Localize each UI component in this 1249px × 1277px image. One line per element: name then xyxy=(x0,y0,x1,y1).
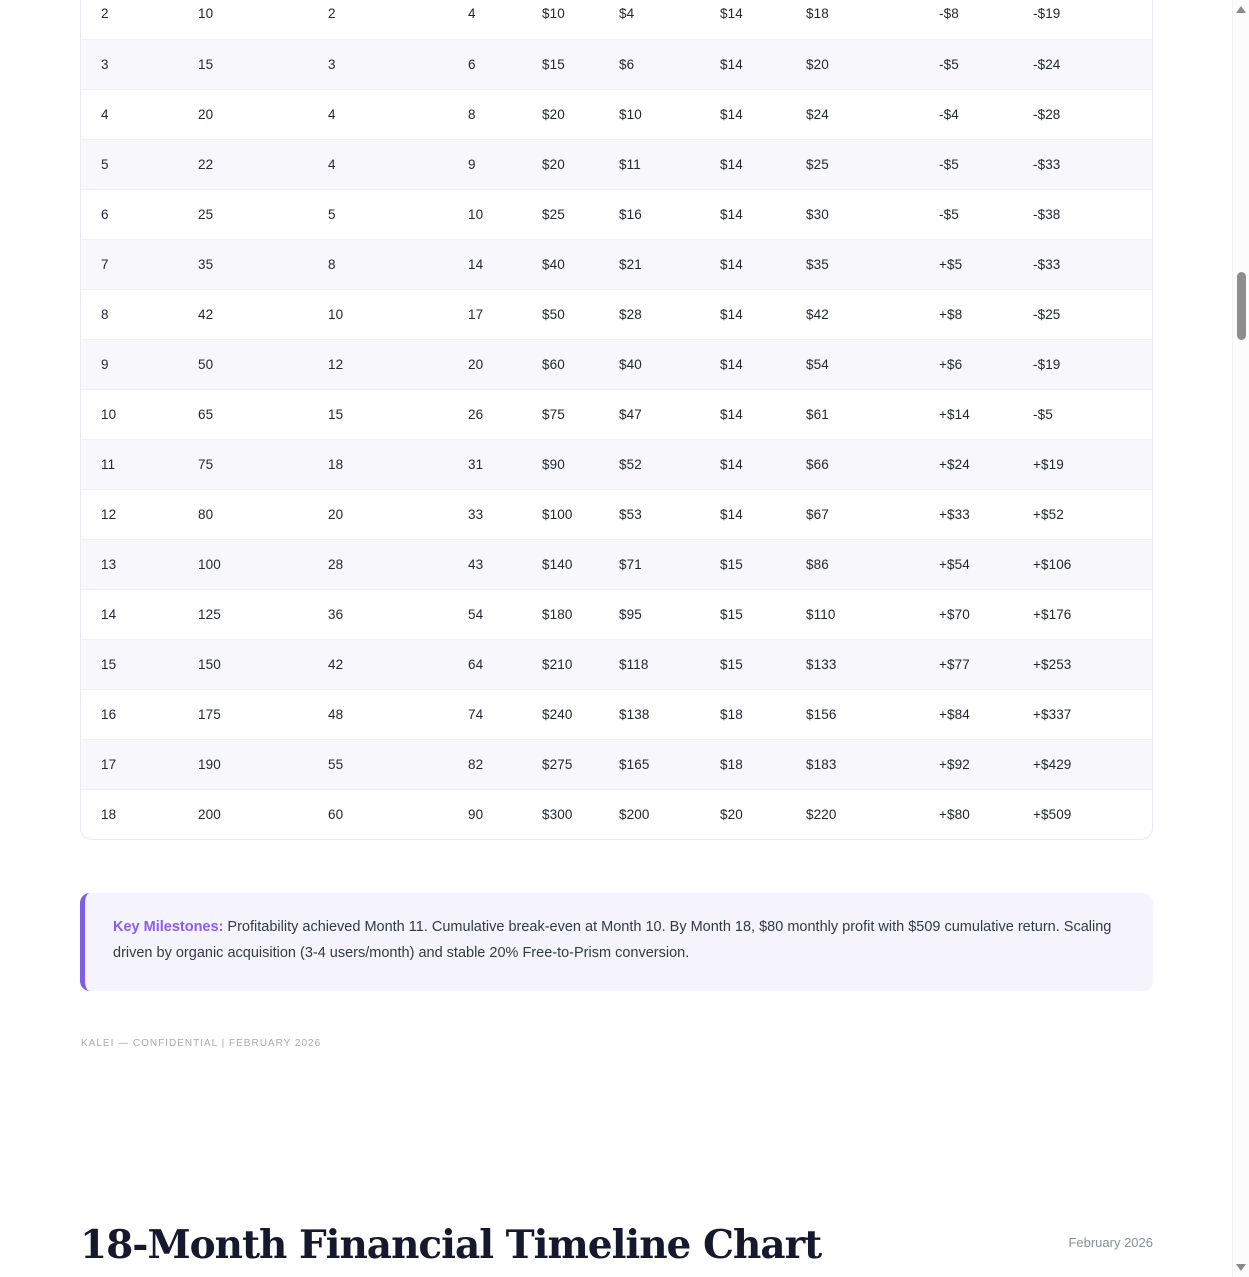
table-cell: $40 xyxy=(522,239,599,289)
table-row xyxy=(81,689,1153,739)
table-cell: 8 xyxy=(308,239,448,289)
table-cell: 60 xyxy=(308,789,448,839)
table-row xyxy=(81,139,1153,189)
next-page-header xyxy=(80,1222,1153,1268)
table-cell: $18 xyxy=(806,6,829,22)
table-cell: +$429 xyxy=(1013,739,1153,789)
table-cell: $15 xyxy=(522,39,599,89)
table-cell: 31 xyxy=(448,439,522,489)
table-row xyxy=(81,639,1153,689)
table-cell: $165 xyxy=(599,739,700,789)
table-cell: 7 xyxy=(81,239,178,289)
table-cell: $18 xyxy=(700,689,786,739)
table-cell: $300 xyxy=(522,789,599,839)
table-cell: $14 xyxy=(700,439,786,489)
table-cell: 11 xyxy=(81,439,178,489)
table-cell: $10 xyxy=(599,89,700,139)
table-row xyxy=(81,489,1153,539)
table-cell: 75 xyxy=(178,439,308,489)
table-cell: $118 xyxy=(599,639,700,689)
table-cell: $240 xyxy=(522,689,599,739)
table-cell: +$6 xyxy=(919,339,1013,389)
table-cell: $180 xyxy=(522,589,599,639)
table-cell: 82 xyxy=(448,739,522,789)
table-cell: $156 xyxy=(786,689,919,739)
table-cell: 48 xyxy=(308,689,448,739)
table-cell: 10 xyxy=(448,189,522,239)
table-cell: -$5 xyxy=(919,189,1013,239)
table-cell: -$19 xyxy=(1013,339,1153,389)
table-cell: +$509 xyxy=(1013,789,1153,839)
table-cell: 20 xyxy=(178,89,308,139)
table-cell: 3 xyxy=(308,39,448,89)
table-cell: 18 xyxy=(308,439,448,489)
table-cell: 43 xyxy=(448,539,522,589)
table-cell: 50 xyxy=(178,339,308,389)
table-cell: +$70 xyxy=(919,589,1013,639)
table-row xyxy=(81,439,1153,489)
table-cell: 2 xyxy=(101,6,109,22)
table-cell: +$19 xyxy=(1013,439,1153,489)
table-cell: 20 xyxy=(448,339,522,389)
table-cell: $24 xyxy=(786,89,919,139)
scroll-down-icon[interactable] xyxy=(1236,1264,1246,1271)
table-cell: $66 xyxy=(786,439,919,489)
table-cell: 10 xyxy=(81,389,178,439)
table-cell: $54 xyxy=(786,339,919,389)
table-cell: 42 xyxy=(178,289,308,339)
table-cell: -$5 xyxy=(919,39,1013,89)
table-cell: -$38 xyxy=(1013,189,1153,239)
financial-table xyxy=(81,0,1153,839)
table-cell: $25 xyxy=(522,189,599,239)
table-cell: 200 xyxy=(178,789,308,839)
table-cell: +$77 xyxy=(919,639,1013,689)
table-cell: +$52 xyxy=(1013,489,1153,539)
table-cell: 10 xyxy=(198,6,214,22)
table-row xyxy=(81,739,1153,789)
table-cell: -$5 xyxy=(919,139,1013,189)
table-row xyxy=(81,539,1153,589)
table-cell: 6 xyxy=(81,189,178,239)
table-cell: $42 xyxy=(786,289,919,339)
table-cell: +$54 xyxy=(919,539,1013,589)
table-cell: $52 xyxy=(599,439,700,489)
table-cell: 125 xyxy=(178,589,308,639)
table-cell: -$8 xyxy=(939,6,959,22)
table-cell: $20 xyxy=(522,89,599,139)
table-cell: 12 xyxy=(81,489,178,539)
table-cell: +$33 xyxy=(919,489,1013,539)
table-cell: $20 xyxy=(786,39,919,89)
table-cell: $140 xyxy=(522,539,599,589)
table-cell: $14 xyxy=(700,89,786,139)
table-cell: $60 xyxy=(522,339,599,389)
financial-table-card xyxy=(80,0,1153,840)
table-cell: 28 xyxy=(308,539,448,589)
table-cell: 8 xyxy=(81,289,178,339)
table-cell: $67 xyxy=(786,489,919,539)
table-cell: $210 xyxy=(522,639,599,689)
key-milestones-label: Key Milestones: xyxy=(113,919,224,935)
table-cell: $14 xyxy=(700,39,786,89)
scroll-up-icon[interactable] xyxy=(1236,6,1246,13)
table-cell: +$176 xyxy=(1013,589,1153,639)
table-row xyxy=(81,789,1153,839)
table-cell: 17 xyxy=(81,739,178,789)
table-cell: +$14 xyxy=(919,389,1013,439)
table-cell: 54 xyxy=(448,589,522,639)
table-cell: $28 xyxy=(599,289,700,339)
table-cell: $40 xyxy=(599,339,700,389)
table-cell: 26 xyxy=(448,389,522,439)
table-row xyxy=(81,0,1153,39)
table-cell: -$33 xyxy=(1013,139,1153,189)
table-cell: $15 xyxy=(700,639,786,689)
financial-table-body xyxy=(81,0,1153,839)
table-cell: -$19 xyxy=(1033,6,1061,22)
table-cell: 6 xyxy=(448,39,522,89)
table-cell: 33 xyxy=(448,489,522,539)
table-cell: 15 xyxy=(308,389,448,439)
table-cell: $133 xyxy=(786,639,919,689)
table-cell: +$8 xyxy=(919,289,1013,339)
table-cell: $138 xyxy=(599,689,700,739)
table-cell: +$84 xyxy=(919,689,1013,739)
table-cell: $20 xyxy=(700,789,786,839)
table-cell: +$92 xyxy=(919,739,1013,789)
table-cell: $110 xyxy=(786,589,919,639)
table-cell: $14 xyxy=(700,189,786,239)
table-cell: $200 xyxy=(599,789,700,839)
page-footer: KALEI — CONFIDENTIAL | FEBRUARY 2026 xyxy=(81,1038,322,1049)
key-milestones-callout xyxy=(80,893,1153,991)
table-cell: -$24 xyxy=(1013,39,1153,89)
table-cell: $100 xyxy=(522,489,599,539)
table-cell: 13 xyxy=(81,539,178,589)
table-cell: 5 xyxy=(81,139,178,189)
page-date: February 2026 xyxy=(1068,1235,1153,1250)
table-cell: $14 xyxy=(720,6,743,22)
table-cell: +$24 xyxy=(919,439,1013,489)
table-cell: -$4 xyxy=(919,89,1013,139)
table-row xyxy=(81,339,1153,389)
table-cell: $14 xyxy=(700,339,786,389)
table-cell: $35 xyxy=(786,239,919,289)
scrollbar-thumb[interactable] xyxy=(1237,272,1246,340)
table-cell: 90 xyxy=(448,789,522,839)
table-row xyxy=(81,39,1153,89)
table-cell: +$80 xyxy=(919,789,1013,839)
table-cell: 15 xyxy=(178,39,308,89)
table-cell: 8 xyxy=(448,89,522,139)
table-cell: 9 xyxy=(448,139,522,189)
table-cell: 12 xyxy=(308,339,448,389)
table-cell: 74 xyxy=(448,689,522,739)
table-row xyxy=(81,189,1153,239)
table-cell: 35 xyxy=(178,239,308,289)
table-cell: -$5 xyxy=(1013,389,1153,439)
table-cell: $10 xyxy=(542,6,565,22)
table-cell: $90 xyxy=(522,439,599,489)
table-cell: $21 xyxy=(599,239,700,289)
table-cell: -$25 xyxy=(1013,289,1153,339)
table-cell: +$337 xyxy=(1013,689,1153,739)
table-cell: $183 xyxy=(786,739,919,789)
table-cell: 25 xyxy=(178,189,308,239)
table-cell: $14 xyxy=(700,139,786,189)
table-cell: 80 xyxy=(178,489,308,539)
table-cell: $220 xyxy=(786,789,919,839)
page-title: 18-Month Financial Timeline Chart xyxy=(80,1222,822,1268)
scrollbar-track[interactable] xyxy=(1232,0,1249,1277)
table-cell: -$33 xyxy=(1013,239,1153,289)
table-cell: 36 xyxy=(308,589,448,639)
table-cell: 14 xyxy=(448,239,522,289)
table-cell: +$106 xyxy=(1013,539,1153,589)
table-cell: 2 xyxy=(328,6,336,22)
table-cell: $61 xyxy=(786,389,919,439)
table-cell: $14 xyxy=(700,389,786,439)
table-cell: 15 xyxy=(81,639,178,689)
table-cell: 16 xyxy=(81,689,178,739)
table-cell: 4 xyxy=(81,89,178,139)
table-cell: -$28 xyxy=(1013,89,1153,139)
table-cell: 65 xyxy=(178,389,308,439)
table-cell: +$253 xyxy=(1013,639,1153,689)
table-cell: $275 xyxy=(522,739,599,789)
table-cell: 4 xyxy=(308,139,448,189)
table-cell: $95 xyxy=(599,589,700,639)
table-cell: 5 xyxy=(308,189,448,239)
table-cell: 20 xyxy=(308,489,448,539)
table-cell: 55 xyxy=(308,739,448,789)
table-cell: $75 xyxy=(522,389,599,439)
table-cell: 4 xyxy=(468,6,476,22)
table-row xyxy=(81,289,1153,339)
table-cell: $25 xyxy=(786,139,919,189)
table-cell: 18 xyxy=(81,789,178,839)
table-cell: $6 xyxy=(599,39,700,89)
table-cell: 42 xyxy=(308,639,448,689)
table-cell: $11 xyxy=(599,139,700,189)
table-cell: $16 xyxy=(599,189,700,239)
table-row xyxy=(81,89,1153,139)
table-cell: 10 xyxy=(308,289,448,339)
table-cell: 150 xyxy=(178,639,308,689)
table-cell: $30 xyxy=(786,189,919,239)
table-cell: $15 xyxy=(700,589,786,639)
table-cell: 100 xyxy=(178,539,308,589)
table-cell: 4 xyxy=(308,89,448,139)
table-cell: 190 xyxy=(178,739,308,789)
table-cell: 14 xyxy=(81,589,178,639)
table-cell: $86 xyxy=(786,539,919,589)
table-row xyxy=(81,589,1153,639)
table-cell: $4 xyxy=(619,6,635,22)
table-cell: $14 xyxy=(700,289,786,339)
table-cell: 17 xyxy=(448,289,522,339)
table-cell: 3 xyxy=(81,39,178,89)
table-row xyxy=(81,239,1153,289)
table-cell: $14 xyxy=(700,489,786,539)
table-cell: +$5 xyxy=(919,239,1013,289)
table-cell: $14 xyxy=(700,239,786,289)
table-cell: $47 xyxy=(599,389,700,439)
key-milestones-text: Profitability achieved Month 11. Cumulative break-even at Month 10. By Month 18, $80 monthly profit with $509 cumulative return. Scaling driven by organic acquisition (3-4 users/month) and stable 20% Free-to-Prism conversion. xyxy=(113,919,1112,961)
table-cell: $15 xyxy=(700,539,786,589)
table-cell: 9 xyxy=(81,339,178,389)
table-cell: $18 xyxy=(700,739,786,789)
table-cell: $71 xyxy=(599,539,700,589)
table-cell: $50 xyxy=(522,289,599,339)
table-cell: 64 xyxy=(448,639,522,689)
table-cell: $20 xyxy=(522,139,599,189)
table-cell: 175 xyxy=(178,689,308,739)
table-cell: $53 xyxy=(599,489,700,539)
table-cell: 22 xyxy=(178,139,308,189)
table-row xyxy=(81,389,1153,439)
